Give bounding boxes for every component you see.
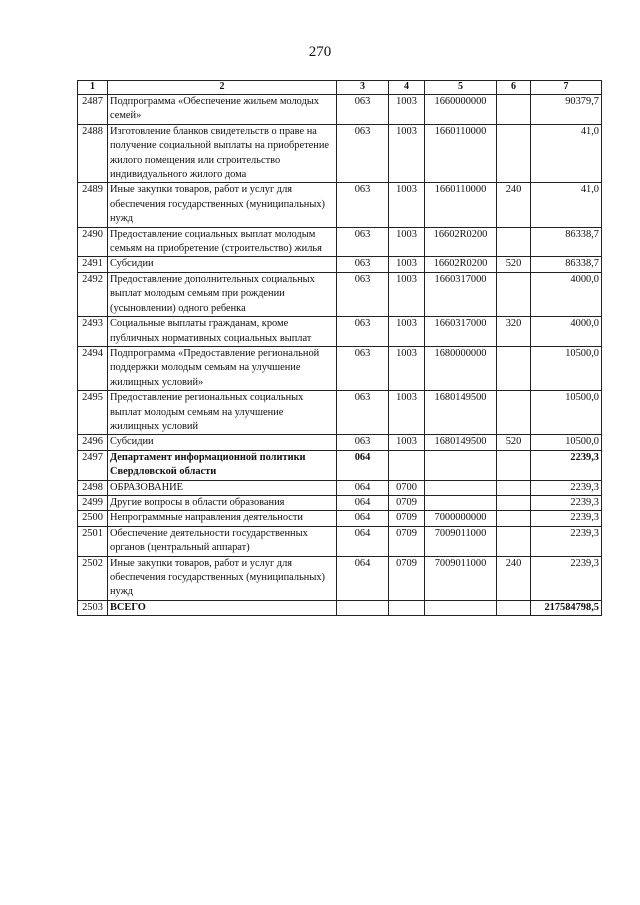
ministry-code-cell: 064 — [337, 495, 389, 510]
target-article-cell: 16602R0200 — [425, 257, 497, 272]
amount-cell: 10500,0 — [531, 391, 602, 435]
header-cell-1: 1 — [78, 81, 108, 95]
section-code-cell: 1003 — [389, 257, 425, 272]
section-code-cell — [389, 450, 425, 480]
ministry-code-cell: 063 — [337, 391, 389, 435]
header-row — [78, 81, 602, 95]
table-row — [78, 600, 602, 615]
target-article-cell: 1680149500 — [425, 435, 497, 450]
ministry-code-cell: 063 — [337, 95, 389, 125]
target-article-cell: 1660317000 — [425, 272, 497, 316]
table-row — [78, 511, 602, 526]
ministry-code-cell: 063 — [337, 227, 389, 257]
row-number-cell: 2502 — [78, 556, 108, 600]
table-row — [78, 450, 602, 480]
expense-type-cell: 520 — [497, 257, 531, 272]
ministry-code-cell: 063 — [337, 272, 389, 316]
table-row — [78, 227, 602, 257]
table-row — [78, 183, 602, 227]
expense-type-cell: 320 — [497, 317, 531, 347]
amount-cell: 217584798,5 — [531, 600, 602, 615]
row-number-cell: 2495 — [78, 391, 108, 435]
budget-table — [77, 80, 602, 616]
ministry-code-cell: 063 — [337, 346, 389, 390]
section-code-cell: 1003 — [389, 391, 425, 435]
item-name-cell: Непрограммные направления деятельности — [108, 511, 337, 526]
table-row — [78, 95, 602, 125]
amount-cell: 10500,0 — [531, 346, 602, 390]
expense-type-cell — [497, 391, 531, 435]
expense-type-cell — [497, 450, 531, 480]
amount-cell: 2239,3 — [531, 480, 602, 495]
expense-type-cell — [497, 124, 531, 183]
item-name-cell: ОБРАЗОВАНИЕ — [108, 480, 337, 495]
table-row — [78, 495, 602, 510]
section-code-cell: 1003 — [389, 435, 425, 450]
target-article-cell — [425, 600, 497, 615]
expense-type-cell: 240 — [497, 556, 531, 600]
section-code-cell: 0709 — [389, 511, 425, 526]
ministry-code-cell: 064 — [337, 556, 389, 600]
expense-type-cell — [497, 227, 531, 257]
row-number-cell: 2493 — [78, 317, 108, 347]
amount-cell: 10500,0 — [531, 435, 602, 450]
section-code-cell: 1003 — [389, 317, 425, 347]
amount-cell: 2239,3 — [531, 450, 602, 480]
amount-cell: 2239,3 — [531, 495, 602, 510]
table-row — [78, 556, 602, 600]
amount-cell: 2239,3 — [531, 511, 602, 526]
header-cell-4: 4 — [389, 81, 425, 95]
expense-type-cell — [497, 600, 531, 615]
section-code-cell: 0709 — [389, 526, 425, 556]
expense-type-cell: 240 — [497, 183, 531, 227]
expense-type-cell — [497, 95, 531, 125]
ministry-code-cell: 063 — [337, 317, 389, 347]
item-name-cell: Субсидии — [108, 257, 337, 272]
section-code-cell — [389, 600, 425, 615]
ministry-code-cell: 063 — [337, 124, 389, 183]
item-name-cell: Иные закупки товаров, работ и услуг для обеспечения государственных (муниципальных) нужд — [108, 556, 337, 600]
row-number-cell: 2499 — [78, 495, 108, 510]
table-row — [78, 272, 602, 316]
target-article-cell: 1660110000 — [425, 183, 497, 227]
expense-type-cell — [497, 511, 531, 526]
ministry-code-cell: 063 — [337, 257, 389, 272]
item-name-cell: ВСЕГО — [108, 600, 337, 615]
item-name-cell: Иные закупки товаров, работ и услуг для обеспечения государственных (муниципальных) нужд — [108, 183, 337, 227]
row-number-cell: 2490 — [78, 227, 108, 257]
row-number-cell: 2497 — [78, 450, 108, 480]
table-row — [78, 257, 602, 272]
target-article-cell: 1680149500 — [425, 391, 497, 435]
amount-cell: 41,0 — [531, 124, 602, 183]
target-article-cell: 16602R0200 — [425, 227, 497, 257]
section-code-cell: 1003 — [389, 124, 425, 183]
row-number-cell: 2500 — [78, 511, 108, 526]
row-number-cell: 2489 — [78, 183, 108, 227]
amount-cell: 90379,7 — [531, 95, 602, 125]
expense-type-cell: 520 — [497, 435, 531, 450]
item-name-cell: Предоставление дополнительных социальных выплат молодым семьям при рождении (усыновлении) одного ребенка — [108, 272, 337, 316]
row-number-cell: 2501 — [78, 526, 108, 556]
expense-type-cell — [497, 526, 531, 556]
section-code-cell: 1003 — [389, 95, 425, 125]
table-row — [78, 124, 602, 183]
ministry-code-cell: 064 — [337, 511, 389, 526]
amount-cell: 86338,7 — [531, 257, 602, 272]
page-number: 270 — [308, 44, 332, 60]
target-article-cell: 1660000000 — [425, 95, 497, 125]
ministry-code-cell: 063 — [337, 435, 389, 450]
target-article-cell: 1680000000 — [425, 346, 497, 390]
table-row — [78, 526, 602, 556]
amount-cell: 4000,0 — [531, 317, 602, 347]
table-row — [78, 480, 602, 495]
header-cell-2: 2 — [108, 81, 337, 95]
section-code-cell: 1003 — [389, 227, 425, 257]
section-code-cell: 0700 — [389, 480, 425, 495]
table-row — [78, 435, 602, 450]
amount-cell: 41,0 — [531, 183, 602, 227]
item-name-cell: Субсидии — [108, 435, 337, 450]
target-article-cell: 7000000000 — [425, 511, 497, 526]
row-number-cell: 2492 — [78, 272, 108, 316]
section-code-cell: 0709 — [389, 495, 425, 510]
row-number-cell: 2488 — [78, 124, 108, 183]
amount-cell: 4000,0 — [531, 272, 602, 316]
header-cell-3: 3 — [337, 81, 389, 95]
amount-cell: 2239,3 — [531, 526, 602, 556]
header-cell-7: 7 — [531, 81, 602, 95]
header-cell-6: 6 — [497, 81, 531, 95]
ministry-code-cell: 064 — [337, 526, 389, 556]
item-name-cell: Подпрограмма «Предоставление региональной поддержки молодым семьям на улучшение жилищных условий» — [108, 346, 337, 390]
row-number-cell: 2491 — [78, 257, 108, 272]
ministry-code-cell: 064 — [337, 450, 389, 480]
amount-cell: 2239,3 — [531, 556, 602, 600]
header-cell-5: 5 — [425, 81, 497, 95]
table-row — [78, 391, 602, 435]
target-article-cell: 7009011000 — [425, 526, 497, 556]
target-article-cell — [425, 495, 497, 510]
section-code-cell: 0709 — [389, 556, 425, 600]
ministry-code-cell — [337, 600, 389, 615]
item-name-cell: Обеспечение деятельности государственных органов (центральный аппарат) — [108, 526, 337, 556]
row-number-cell: 2503 — [78, 600, 108, 615]
target-article-cell — [425, 450, 497, 480]
target-article-cell: 1660317000 — [425, 317, 497, 347]
item-name-cell: Предоставление региональных социальных выплат молодым семьям на улучшение жилищных условий — [108, 391, 337, 435]
target-article-cell: 7009011000 — [425, 556, 497, 600]
table-row — [78, 317, 602, 347]
table-body — [78, 95, 602, 616]
expense-type-cell — [497, 272, 531, 316]
expense-type-cell — [497, 495, 531, 510]
section-code-cell: 1003 — [389, 183, 425, 227]
row-number-cell: 2496 — [78, 435, 108, 450]
ministry-code-cell: 064 — [337, 480, 389, 495]
item-name-cell: Другие вопросы в области образования — [108, 495, 337, 510]
section-code-cell: 1003 — [389, 272, 425, 316]
amount-cell: 86338,7 — [531, 227, 602, 257]
expense-type-cell — [497, 480, 531, 495]
target-article-cell — [425, 480, 497, 495]
item-name-cell: Социальные выплаты гражданам, кроме публичных нормативных социальных выплат — [108, 317, 337, 347]
row-number-cell: 2494 — [78, 346, 108, 390]
ministry-code-cell: 063 — [337, 183, 389, 227]
item-name-cell: Департамент информационной политики Свердловской области — [108, 450, 337, 480]
item-name-cell: Изготовление бланков свидетельств о праве на получение социальной выплаты на приобретение жилого помещения или строительство индивидуального жилого дома — [108, 124, 337, 183]
item-name-cell: Подпрограмма «Обеспечение жильем молодых семей» — [108, 95, 337, 125]
section-code-cell: 1003 — [389, 346, 425, 390]
expense-type-cell — [497, 346, 531, 390]
target-article-cell: 1660110000 — [425, 124, 497, 183]
item-name-cell: Предоставление социальных выплат молодым семьям на приобретение (строительство) жилья — [108, 227, 337, 257]
table-row — [78, 346, 602, 390]
row-number-cell: 2487 — [78, 95, 108, 125]
row-number-cell: 2498 — [78, 480, 108, 495]
